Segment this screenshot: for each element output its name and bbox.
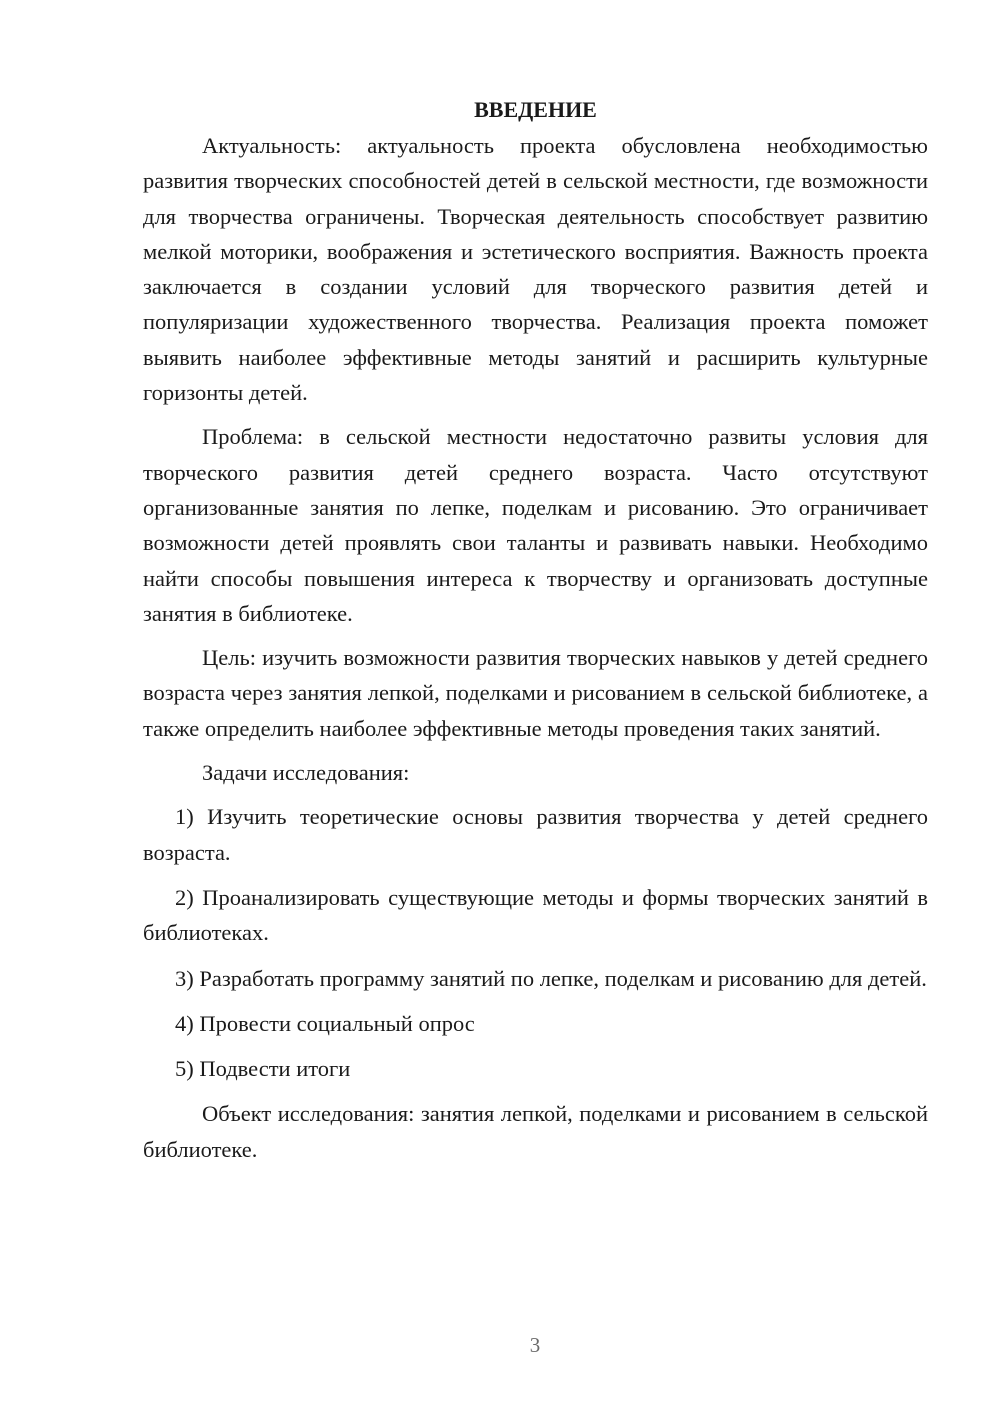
page-number: 3 (529, 1333, 541, 1357)
page-body (143, 92, 928, 1176)
object-paragraph: Объект исследования: занятия лепкой, поделками и рисованием в сельской библиотеке. (143, 1101, 928, 1162)
task-item-5: 5) Подвести итоги (175, 1056, 351, 1082)
tasks-list (143, 799, 928, 1086)
task-item-3: 3) Разработать программу занятий по лепке, поделкам и рисованию для детей. (175, 965, 927, 991)
relevance-paragraph: Актуальность: актуальность проекта обусловлена необходимостью развития творческих способностей детей в сельской местности, где возможности для творчества ограничены. Творческая деятельность способствует развитию мелкой моторики, воображения и эстетического восприятия. Важность проекта заключается в создании условий для творческого развития детей и популяризации художественного творчества. Реализация проекта поможет выявить наиболее эффективные методы занятий и расширить культурные горизонты детей. (143, 133, 928, 406)
tasks-heading: Задачи исследования: (202, 760, 410, 786)
goal-paragraph: Цель: изучить возможности развития творческих навыков у детей среднего возраста через занятия лепкой, поделками и рисованием в сельской библиотеке, а также определить наиболее эффективные методы проведения таких занятий. (143, 645, 928, 741)
problem-paragraph: Проблема: в сельской местности недостаточно развиты условия для творческого развития детей среднего возраста. Часто отсутствуют организованные занятия по лепке, поделкам и рисованию. Это ограничивает возможности детей проявлять свои таланты и развивать навыки. Необходимо найти способы повышения интереса к творчеству и организовать доступные занятия в библиотеке. (143, 424, 928, 626)
task-item-4: 4) Провести социальный опрос (175, 1010, 475, 1036)
page-title: ВВЕДЕНИЕ (474, 97, 597, 122)
task-item-2: 2) Проанализировать существующие методы и формы творческих занятий в библиотеках. (143, 884, 928, 946)
task-item-1: 1) Изучить теоретические основы развития творчества у детей среднего возраста. (143, 804, 928, 865)
